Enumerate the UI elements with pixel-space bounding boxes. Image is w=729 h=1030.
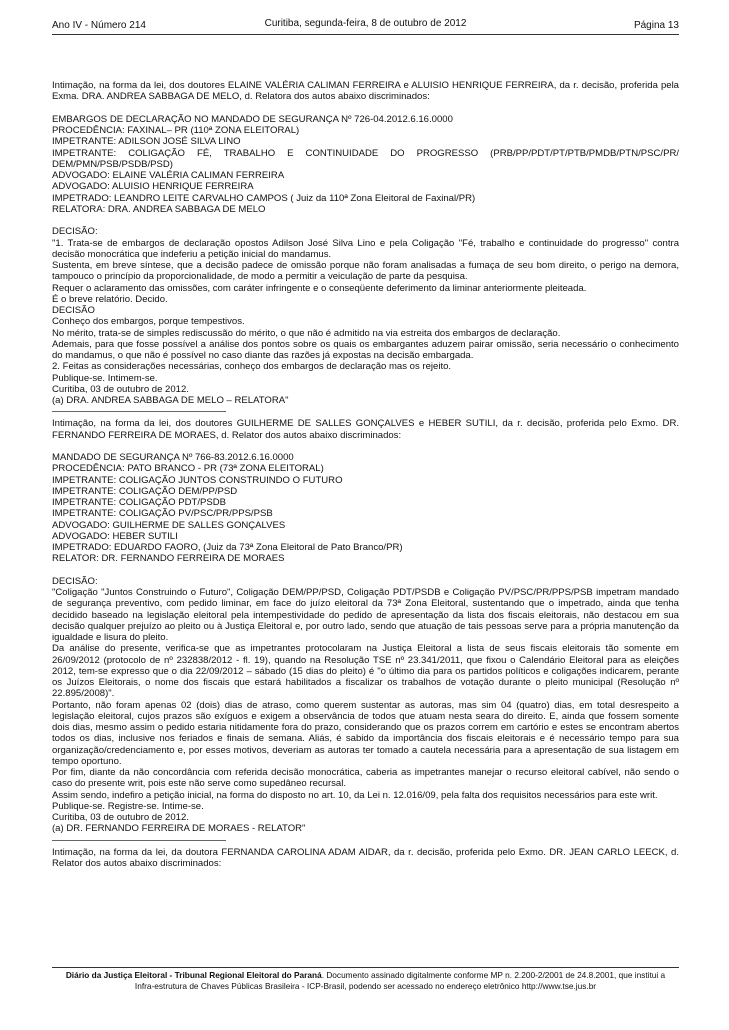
text-paragraph: DECISÃO <box>52 305 95 316</box>
text-paragraph: Intimação, na forma da lei, dos doutores ELAINE VALÉRIA CALIMAN FERREIRA e ALUISIO HENRIQUE FERREIRA, da r. decisão, proferida pela Exma. DRA. ANDREA SABBAGA DE MELO, d. Relatora dos autos abaixo discriminados: <box>52 80 679 103</box>
text-paragraph: Curitiba, 03 de outubro de 2012. <box>52 383 189 395</box>
text-paragraph: 2. Feitas as considerações necessárias, conheço dos embargos de declaração mas os rejeito. <box>52 361 452 373</box>
text-paragraph: IMPETRANTE: COLIGAÇÃO FÉ, TRABALHO E CONTINUIDADE DO PROGRESSO (PRB/PP/PDT/PT/PTB/PMDB/PTN/PSC/PR/ DEM/PMN/PSB/PSDB/PSD) <box>52 147 679 170</box>
text-paragraph: RELATORA: DRA. ANDREA SABBAGA DE MELO <box>52 203 266 215</box>
text-paragraph: ADVOGADO: ELAINE VALÉRIA CALIMAN FERREIRA <box>52 170 285 181</box>
text-paragraph: Assim sendo, indefiro a petição inicial, na forma do disposto no art. 10, da Lei n. 12.016/09, pela falta dos requisitos necessários para este writ. <box>52 789 658 801</box>
footer-line-1 <box>52 970 679 981</box>
text-paragraph: É o breve relatório. Decido. <box>52 293 168 305</box>
text-paragraph: IMPETRANTE: COLIGAÇÃO DEM/PP/PSD <box>52 485 238 497</box>
text-paragraph: IMPETRANTE: COLIGAÇÃO JUNTOS CONSTRUINDO O FUTURO <box>52 474 343 486</box>
text-paragraph: Portanto, não foram apenas 02 (dois) dias de atraso, como querem sustentar as autoras, mas sim 04 (quatro) dias, em total desrespeito a legislação eleitoral, cujos prazos são exíguos e exigem a observância de todos que atuam nesta seara do direito. E, ainda que fossem somente dois dias, mesmo assim o pedido estaria nitidamente fora do prazo, considerando que os prazos correm em cartório e estes se encontram abertos todos os dias, inclusive nos feriados e finais de semana. Aliás, é sabido da importância dos fiscais eleitorais e é necessário tempo para sua organização/credenciamento e, por esses motivos, deveriam as autoras ter tomado a cautela necessária para a apresentação de sua listagem em tempo oportuno. <box>52 699 679 767</box>
text-paragraph: PROCEDÊNCIA: FAXINAL– PR (110ª ZONA ELEITORAL) <box>52 125 300 136</box>
text-paragraph: ADVOGADO: HEBER SUTILI <box>52 530 178 542</box>
text-paragraph: (a) DRA. ANDREA SABBAGA DE MELO – RELATORA" <box>52 395 289 406</box>
text-paragraph: PROCEDÊNCIA: PATO BRANCO - PR (73ª ZONA ELEITORAL) <box>52 463 324 475</box>
text-paragraph: Por fim, diante da não concordância com referida decisão monocrática, caberia as impetrantes manejar o recurso eleitoral cabível, não sendo o caso do presente writ, pois este não serve como supedâneo recursal. <box>52 767 679 790</box>
page-header <box>52 18 679 32</box>
text-paragraph: "Coligação "Juntos Construindo o Futuro", Coligação DEM/PP/PSD, Coligação PDT/PSDB e Coligação PV/PSC/PR/PPS/PSB impetram mandado de segurança preventivo, com pedido liminar, em face do juízo eleitoral da 73ª Zona Eleitoral, sustentando que o impetrado, ainda que tenha decidido baseado na legislação eleitoral pela intempestividade do pedido de apresentação da lista dos fiscais eleitorais, não destacou em sua decisão qualquer prejuízo ao pleito ou à Justiça Eleitoral e, por outro lado, sendo que atuação de tais pessoas serve para a própria manutenção da igualdade e lisura do pleito. <box>52 587 679 643</box>
text-paragraph: Intimação, na forma da lei, dos doutores GUILHERME DE SALLES GONÇALVES e HEBER SUTILI, da r. decisão, proferida pelo Exmo. DR. FERNANDO FERREIRA DE MORAES, d. Relator dos autos abaixo discriminados: <box>52 418 679 441</box>
section-separator <box>52 840 226 841</box>
text-paragraph: Da análise do presente, verifica-se que as impetrantes protocolaram na Justiça Eleitoral a lista de seus fiscais eleitorais tão somente em 26/09/2012 (protocolo de nº 232838/2012 - fl. 19), quando na Resolução TSE nº 23.341/2011, que fixou o Calendário Eleitoral para as eleições 2012, tem-se expresso que o dia 22/09/2012 – sábado (15 dias do pleito) é "o último dia para os partidos políticos e coligações indicarem, perante os Juízos Eleitorais, o nome dos fiscais que estará habilitados a fiscalizar os trabalhos de votação durante o pleito municipal (Resolução nº 22.895/2008)". <box>52 643 679 700</box>
text-paragraph: Sustenta, em breve síntese, que a decisão padece de omissão porque não foram analisadas a fumaça de seu bom direito, o perigo na demora, tampouco o princípio da proporcionalidade, de modo a permitir a veiculação de parte da pesquisa. <box>52 260 679 283</box>
text-paragraph: IMPETRANTE: ADILSON JOSÉ SILVA LINO <box>52 136 241 148</box>
text-paragraph: Intimação, na forma da lei, da doutora FERNANDA CAROLINA ADAM AIDAR, da r. decisão, proferida pelo Exmo. DR. JEAN CARLO LEECK, d. Relator dos autos abaixo discriminados: <box>52 846 679 869</box>
paragraph-gap <box>52 441 679 452</box>
footer-text-1: . Documento assinado digitalmente conforme MP n. 2.200-2/2001 de 24.8.2001, que institui a <box>321 970 666 980</box>
text-paragraph: Ademais, para que fosse possível a análise dos pontos sobre os quais os embargantes aduzem pairar omissão, seria necessário o conhecimento do mandamus, o que não é possível no caso diante das razões já expostas na decisão embargada. <box>52 338 679 361</box>
text-paragraph: ADVOGADO: ALUISIO HENRIQUE FERREIRA <box>52 181 254 193</box>
text-paragraph: Publique-se. Registre-se. Intime-se. <box>52 800 204 812</box>
text-paragraph: Publique-se. Intimem-se. <box>52 372 158 384</box>
paragraph-gap <box>52 215 679 226</box>
text-paragraph: IMPETRADO: LEANDRO LEITE CARVALHO CAMPOS ( Juiz da 110ª Zona Eleitoral de Faxinal/PR) <box>52 192 476 204</box>
footer-line-2: Infra-estrutura de Chaves Públicas Brasileira - ICP-Brasil, podendo ser acessado no endereço eletrônico http://www.tse.jus.br <box>134 981 597 991</box>
text-paragraph: No mérito, trata-se de simples rediscussão do mérito, o que não é admitido na via estreita dos embargos de declaração. <box>52 327 561 339</box>
text-paragraph: IMPETRANTE: COLIGAÇÃO PDT/PSDB <box>52 497 226 508</box>
issue-date: Curitiba, segunda-feira, 8 de outubro de 2012 <box>264 18 467 29</box>
text-paragraph: EMBARGOS DE DECLARAÇÃO NO MANDADO DE SEGURANÇA Nº 726-04.2012.6.16.0000 <box>52 113 453 125</box>
text-paragraph: (a) DR. FERNANDO FERREIRA DE MORAES - RELATOR" <box>52 823 306 835</box>
section-separator <box>52 411 226 412</box>
text-paragraph: RELATOR: DR. FERNANDO FERREIRA DE MORAES <box>52 553 285 565</box>
footer-publication: Diário da Justiça Eleitoral - Tribunal Regional Eleitoral do Paraná <box>65 970 322 980</box>
text-paragraph: IMPETRADO: EDUARDO FAORO, (Juiz da 73ª Zona Eleitoral de Pato Branco/PR) <box>52 542 403 553</box>
text-paragraph: DECISÃO: <box>52 226 98 238</box>
text-paragraph: Curitiba, 03 de outubro de 2012. <box>52 812 189 823</box>
header-rule <box>52 34 679 35</box>
page-footer <box>52 970 679 992</box>
footer-rule <box>52 967 679 968</box>
paragraph-gap <box>52 565 679 576</box>
text-paragraph: Requer o aclaramento das omissões, com caráter infringente e o conseqüente deferimento da liminar anteriormente pleiteada. <box>52 282 587 294</box>
text-paragraph: Conheço dos embargos, porque tempestivos. <box>52 316 245 328</box>
text-paragraph: ADVOGADO: GUILHERME DE SALLES GONÇALVES <box>52 519 286 531</box>
issue-number: Ano IV - Número 214 <box>52 19 146 31</box>
document-body <box>52 80 679 869</box>
text-paragraph: DECISÃO: <box>52 575 98 587</box>
text-paragraph: IMPETRANTE: COLIGAÇÃO PV/PSC/PR/PPS/PSB <box>52 508 273 520</box>
paragraph-gap <box>52 103 679 114</box>
page-number: Página 13 <box>633 19 679 31</box>
text-paragraph: "1. Trata-se de embargos de declaração opostos Adilson José Silva Lino e pela Coligação "Fé, trabalho e continuidade do progresso" contra decisão monocrática que indeferiu a petição inicial do mandamus. <box>52 237 679 260</box>
text-paragraph: MANDADO DE SEGURANÇA Nº 766-83.2012.6.16.0000 <box>52 452 294 463</box>
